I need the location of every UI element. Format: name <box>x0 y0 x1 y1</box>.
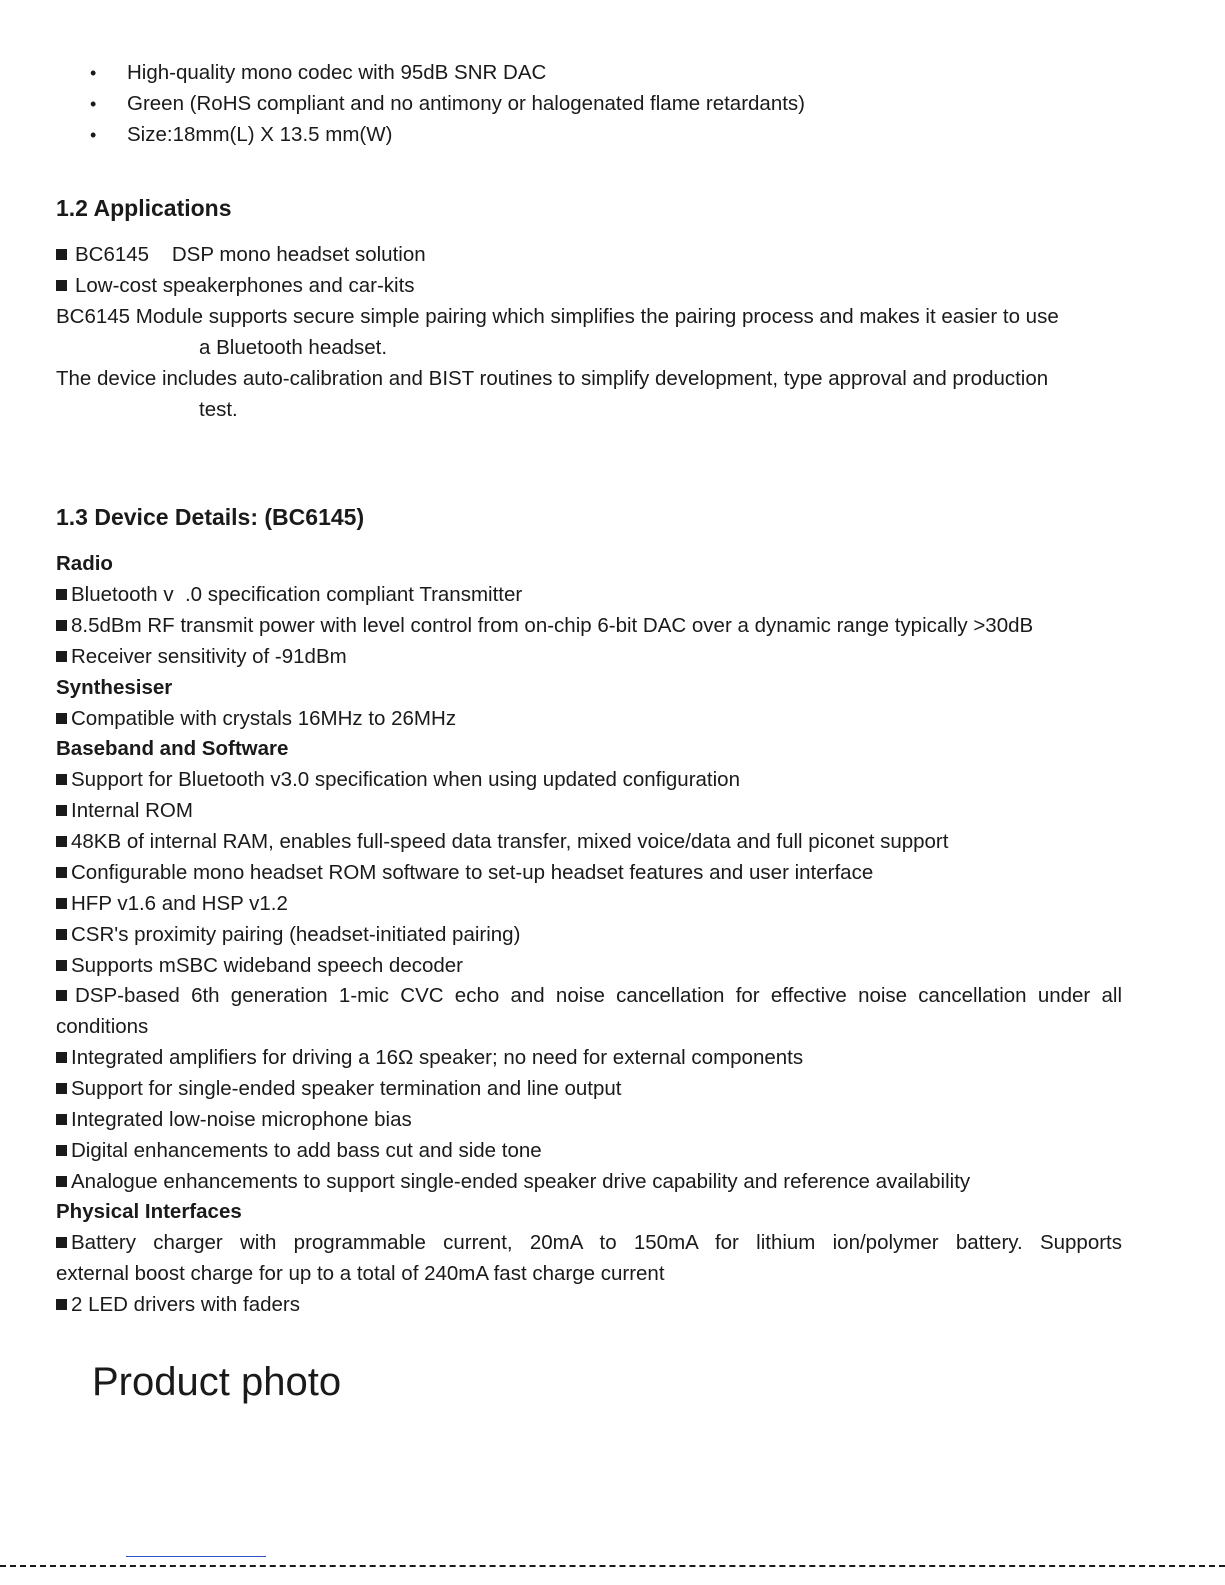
square-bullet-icon <box>56 805 67 816</box>
list-item: 8.5dBm RF transmit power with level control from on-chip 6-bit DAC over a dynamic range typically >30dB <box>56 613 1033 639</box>
subheading-radio: Radio <box>56 552 113 575</box>
bullet-icon: • <box>90 125 97 145</box>
list-item: • Size:18mm(L) X 13.5 mm(W) <box>90 123 393 146</box>
list-item: Support for Bluetooth v3.0 specification when using updated configuration <box>56 767 740 793</box>
square-bullet-icon <box>56 898 67 909</box>
square-bullet-icon <box>56 1145 67 1156</box>
square-bullet-icon <box>56 929 67 940</box>
list-item: Integrated low-noise microphone bias <box>56 1107 412 1133</box>
list-item: Low-cost speakerphones and car-kits <box>56 273 415 299</box>
list-item: Analogue enhancements to support single-ended speaker drive capability and reference availability <box>56 1169 970 1195</box>
product-photo-heading: Product photo <box>92 1360 342 1404</box>
square-bullet-icon <box>56 1299 67 1310</box>
page-divider <box>0 1565 1225 1567</box>
bullet-icon: • <box>90 63 97 83</box>
square-bullet-icon <box>56 280 67 291</box>
section-heading-device-details: 1.3 Device Details: (BC6145) <box>56 504 365 530</box>
list-item: DSP-based 6th generation 1-mic CVC echo and noise cancellation for effective noise cancellation under all <box>56 983 1122 1009</box>
square-bullet-icon <box>56 620 67 631</box>
list-item: • Green (RoHS compliant and no antimony or halogenated flame retardants) <box>90 92 806 115</box>
list-item: Bluetooth v .0 specification compliant Transmitter <box>56 582 522 608</box>
link-underline <box>126 1556 266 1557</box>
list-item: • High-quality mono codec with 95dB SNR DAC <box>90 61 547 84</box>
paragraph-line: test. <box>199 398 238 421</box>
list-item: 48KB of internal RAM, enables full-speed data transfer, mixed voice/data and full piconet support <box>56 829 948 855</box>
list-item: Integrated amplifiers for driving a 16Ω speaker; no need for external components <box>56 1045 803 1071</box>
square-bullet-icon <box>56 867 67 878</box>
list-item: CSR's proximity pairing (headset-initiated pairing) <box>56 922 520 948</box>
list-item: 2 LED drivers with faders <box>56 1292 300 1318</box>
list-item: Support for single-ended speaker termination and line output <box>56 1076 621 1102</box>
square-bullet-icon <box>56 836 67 847</box>
square-bullet-icon <box>56 774 67 785</box>
square-bullet-icon <box>56 249 67 260</box>
list-item: Internal ROM <box>56 798 193 824</box>
subheading-baseband: Baseband and Software <box>56 737 289 760</box>
paragraph-line: The device includes auto-calibration and BIST routines to simplify development, type approval and production <box>56 367 1049 390</box>
list-item: BC6145 DSP mono headset solution <box>56 242 426 268</box>
square-bullet-icon <box>56 713 67 724</box>
list-item: Configurable mono headset ROM software to set-up headset features and user interface <box>56 860 873 886</box>
list-item: Battery charger with programmable current, 20mA to 150mA for lithium ion/polymer battery. Supports <box>56 1230 1122 1256</box>
square-bullet-icon <box>56 1083 67 1094</box>
square-bullet-icon <box>56 1052 67 1063</box>
square-bullet-icon <box>56 651 67 662</box>
square-bullet-icon <box>56 1114 67 1125</box>
bullet-icon: • <box>90 94 97 114</box>
list-item: Compatible with crystals 16MHz to 26MHz <box>56 706 456 732</box>
list-item: Supports mSBC wideband speech decoder <box>56 953 463 979</box>
subheading-synthesiser: Synthesiser <box>56 676 173 699</box>
paragraph-line: external boost charge for up to a total of 240mA fast charge current <box>56 1262 665 1285</box>
square-bullet-icon <box>56 1176 67 1187</box>
square-bullet-icon <box>56 960 67 971</box>
list-item: Digital enhancements to add bass cut and side tone <box>56 1138 542 1164</box>
paragraph-line: a Bluetooth headset. <box>199 336 388 359</box>
subheading-physical-interfaces: Physical Interfaces <box>56 1200 242 1223</box>
square-bullet-icon <box>56 589 67 600</box>
square-bullet-icon <box>56 1237 67 1248</box>
list-item: Receiver sensitivity of -91dBm <box>56 644 347 670</box>
paragraph-line: conditions <box>56 1015 149 1038</box>
square-bullet-icon <box>56 990 67 1001</box>
paragraph-line: BC6145 Module supports secure simple pairing which simplifies the pairing process and makes it easier to use <box>56 305 1059 328</box>
list-item: HFP v1.6 and HSP v1.2 <box>56 891 288 917</box>
section-heading-applications: 1.2 Applications <box>56 195 232 221</box>
